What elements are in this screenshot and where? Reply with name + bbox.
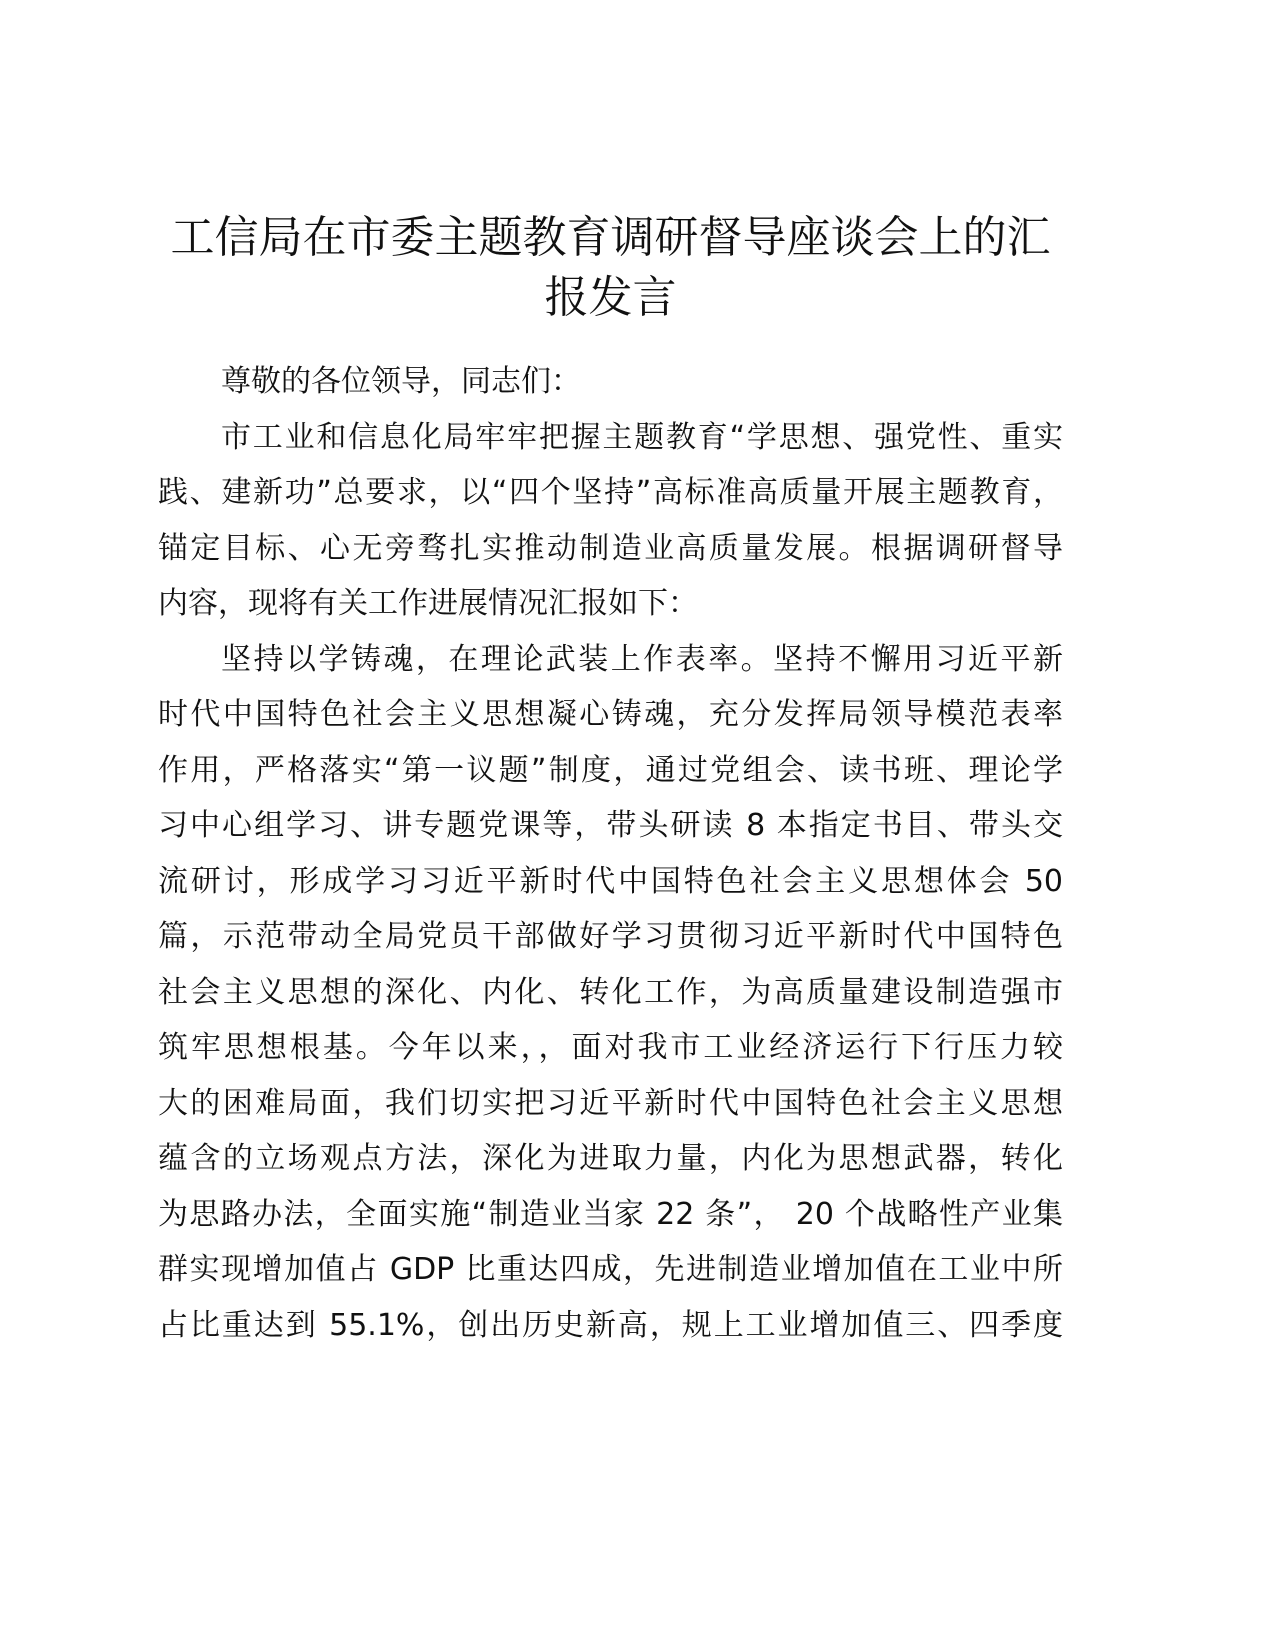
document-title <box>158 208 1063 328</box>
text-line: 社会主义思想的深化、内化、转化工作，为高质量建设制造强市 <box>158 974 1063 1010</box>
text-line: 蕴含的立场观点方法，深化为进取力量，内化为思想武器，转化 <box>158 1141 1063 1176</box>
text-line: 群实现增加值占 GDP 比重达四成，先进制造业增加值在工业中所 <box>158 1252 1063 1287</box>
text-line: 坚持以学铸魂，在理论武装上作表率。坚持不懈用习近平新 <box>221 641 1063 677</box>
document-body <box>158 354 1063 1353</box>
text-line: 大的困难局面，我们切实把习近平新时代中国特色社会主义思想 <box>158 1085 1063 1121</box>
text-line: 锚定目标、心无旁骛扎实推动制造业高质量发展。根据调研督导 <box>158 530 1063 566</box>
title-line-1: 工信局在市委主题教育调研督导座谈会上的汇 <box>170 212 1051 263</box>
title-line-2: 报发言 <box>544 272 677 323</box>
text-line: 篇，示范带动全局党员干部做好学习贯彻习近平新时代中国特色 <box>158 919 1063 954</box>
text-line: 时代中国特色社会主义思想凝心铸魂，充分发挥局领导模范表率 <box>158 697 1063 732</box>
text-line: 流研讨，形成学习习近平新时代中国特色社会主义思想体会 50 <box>158 863 1063 899</box>
text-line: 市工业和信息化局牢牢把握主题教育“学思想、强党性、重实 <box>221 419 1063 455</box>
text-line: 践、建新功”总要求，以“四个坚持”高标准高质量开展主题教育， <box>158 475 1063 510</box>
paragraph-salutation <box>158 354 1063 410</box>
document-page <box>158 208 1063 1353</box>
paragraph-intro <box>158 410 1063 632</box>
text-line: 作用，严格落实“第一议题”制度，通过党组会、读书班、理论学 <box>158 752 1063 788</box>
paragraph-section-1 <box>158 632 1063 1354</box>
text-line: 为思路办法，全面实施“制造业当家 22 条”， 20 个战略性产业集 <box>158 1196 1063 1232</box>
text-line: 筑牢思想根基。今年以来，，面对我市工业经济运行下行压力较 <box>158 1030 1063 1065</box>
text-line: 占比重达到 55.1%，创出历史新高，规上工业增加值三、四季度 <box>158 1307 1063 1343</box>
text-line: 习中心组学习、讲专题党课等，带头研读 8 本指定书目、带头交 <box>158 808 1063 843</box>
text-line: 内容，现将有关工作进展情况汇报如下： <box>158 586 698 621</box>
text-line: 尊敬的各位领导，同志们： <box>221 364 581 399</box>
